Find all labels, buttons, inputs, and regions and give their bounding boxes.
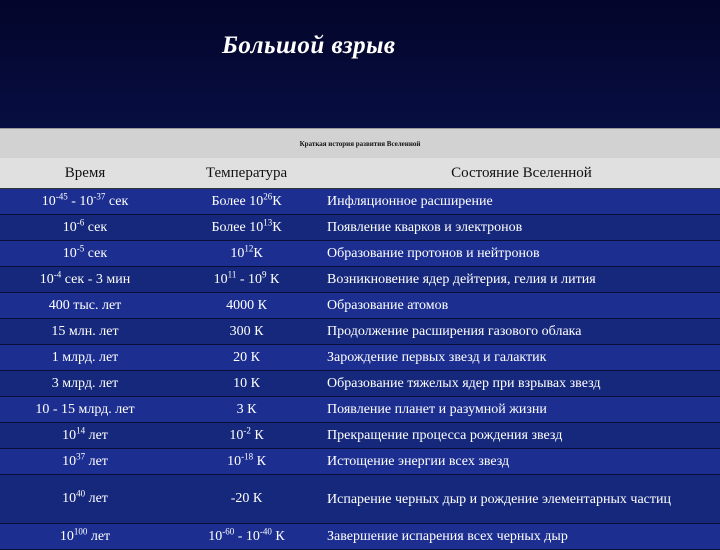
temperature-exponent: 13	[263, 216, 273, 227]
cell-temperature	[170, 345, 323, 371]
cell-time	[0, 215, 170, 241]
temperature-exponent: 11	[227, 268, 237, 279]
time-text: лет	[87, 528, 111, 544]
cell-time	[0, 267, 170, 293]
time-text: 10	[62, 453, 77, 469]
time-text: 3 млрд. лет	[51, 375, 119, 391]
history-table	[0, 158, 720, 550]
cell-temperature	[170, 475, 323, 524]
temperature-text: 10	[230, 245, 245, 261]
cell-time	[0, 397, 170, 423]
table-row	[0, 189, 720, 215]
table-row	[0, 345, 720, 371]
temperature-text: К	[253, 245, 263, 261]
temperature-exponent: -18	[241, 450, 254, 461]
cell-time	[0, 449, 170, 475]
cell-state: Завершение испарения всех черных дыр	[323, 524, 720, 550]
temperature-text: 300 К	[229, 323, 264, 339]
table-row	[0, 371, 720, 397]
time-exponent: 14	[76, 424, 86, 435]
time-text: 400 тыс. лет	[48, 297, 122, 313]
temperature-text: - 10	[236, 271, 262, 287]
temperature-text: К	[266, 271, 280, 287]
temperature-text: Более 10	[211, 219, 264, 235]
temperature-exponent: -40	[259, 525, 272, 536]
temperature-text: 10	[229, 427, 244, 443]
time-exponent: -45	[55, 190, 68, 201]
table-row	[0, 449, 720, 475]
cell-time	[0, 475, 170, 524]
temperature-text: 4000 К	[226, 297, 267, 313]
table-caption	[0, 128, 720, 159]
cell-time	[0, 189, 170, 215]
cell-temperature	[170, 423, 323, 449]
cell-temperature	[170, 449, 323, 475]
cell-temperature	[170, 189, 323, 215]
time-text: сек	[105, 193, 129, 209]
time-text: 1 млрд. лет	[51, 349, 119, 365]
table-row	[0, 524, 720, 550]
header-temperature: Температура	[170, 158, 323, 189]
table-row	[0, 423, 720, 449]
cell-temperature	[170, 524, 323, 550]
temperature-text: 10	[213, 271, 228, 287]
temperature-exponent: -60	[222, 525, 235, 536]
temperature-text: К	[272, 193, 282, 209]
table-row	[0, 293, 720, 319]
temperature-exponent: -2	[243, 424, 251, 435]
time-text: 10	[62, 427, 77, 443]
time-text: 10	[41, 193, 56, 209]
temperature-text: 20 К	[233, 349, 260, 365]
temperature-text: 3 К	[236, 401, 257, 417]
table-row	[0, 241, 720, 267]
cell-time	[0, 524, 170, 550]
cell-temperature	[170, 267, 323, 293]
time-text: 10	[62, 491, 77, 506]
time-text: лет	[85, 491, 108, 506]
cell-state: Образование протонов и нейтронов	[323, 241, 720, 267]
time-text: 10	[39, 271, 54, 287]
cell-state: Образование тяжелых ядер при взрывах звезд	[323, 371, 720, 397]
temperature-text: К	[271, 528, 285, 544]
temperature-text: К	[253, 453, 266, 469]
cell-time	[0, 319, 170, 345]
table-row	[0, 475, 720, 524]
slide-title: Большой взрыв	[222, 32, 396, 59]
table-row	[0, 319, 720, 345]
temperature-exponent: 26	[263, 190, 273, 201]
time-text: 10	[59, 528, 74, 544]
temperature-text: Более 10	[211, 193, 264, 209]
temperature-text: - 10	[234, 528, 260, 544]
cell-time	[0, 345, 170, 371]
cell-state: Появление кварков и электронов	[323, 215, 720, 241]
cell-temperature	[170, 397, 323, 423]
cell-time	[0, 371, 170, 397]
header-state: Состояние Вселенной	[323, 158, 720, 189]
time-text: 10	[62, 219, 77, 235]
temperature-text: К	[272, 219, 282, 235]
temperature-exponent: 9	[262, 268, 267, 279]
temperature-text: 10 К	[233, 375, 260, 391]
cell-state: Прекращение процесса рождения звезд	[323, 423, 720, 449]
table-row	[0, 267, 720, 293]
time-exponent: -37	[93, 190, 106, 201]
time-text: 15 млн. лет	[51, 323, 119, 339]
cell-state: Зарождение первых звезд и галактик	[323, 345, 720, 371]
cell-time	[0, 293, 170, 319]
table-row	[0, 215, 720, 241]
cell-time	[0, 241, 170, 267]
header-row	[0, 158, 720, 189]
time-exponent: 100	[73, 525, 88, 536]
time-text: лет	[85, 453, 108, 469]
cell-state: Инфляционное расширение	[323, 189, 720, 215]
cell-temperature	[170, 241, 323, 267]
time-exponent: 37	[76, 450, 86, 461]
time-exponent: 40	[76, 488, 86, 499]
time-exponent: -5	[76, 242, 85, 253]
cell-temperature	[170, 371, 323, 397]
cell-state: Истощение энергии всех звезд	[323, 449, 720, 475]
time-text: - 10	[67, 193, 94, 209]
time-exponent: -4	[53, 268, 62, 279]
temperature-text: 10	[227, 453, 242, 469]
time-text: сек	[84, 245, 108, 261]
table-body	[0, 189, 720, 550]
time-text: лет	[85, 427, 108, 443]
time-text: сек	[84, 219, 108, 235]
cell-state: Образование атомов	[323, 293, 720, 319]
cell-temperature	[170, 215, 323, 241]
cell-state: Возникновение ядер дейтерия, гелия и лития	[323, 267, 720, 293]
cell-temperature	[170, 293, 323, 319]
table-caption-text: Краткая история развития Вселенной	[299, 140, 421, 148]
temperature-text: К	[250, 427, 264, 443]
cell-state: Продолжение расширения газового облака	[323, 319, 720, 345]
time-exponent: -6	[76, 216, 85, 227]
time-text: сек - 3 мин	[61, 271, 131, 287]
temperature-text: 10	[208, 528, 223, 544]
cell-state: Появление планет и разумной жизни	[323, 397, 720, 423]
temperature-exponent: 12	[244, 242, 254, 253]
time-text: 10 - 15 млрд. лет	[35, 401, 135, 417]
header-time: Время	[0, 158, 170, 189]
table-row	[0, 397, 720, 423]
time-text: 10	[62, 245, 77, 261]
cell-state: Испарение черных дыр и рождение элементарных частиц	[323, 475, 720, 524]
cell-time	[0, 423, 170, 449]
cell-temperature	[170, 319, 323, 345]
temperature-text: -20 К	[230, 491, 263, 506]
